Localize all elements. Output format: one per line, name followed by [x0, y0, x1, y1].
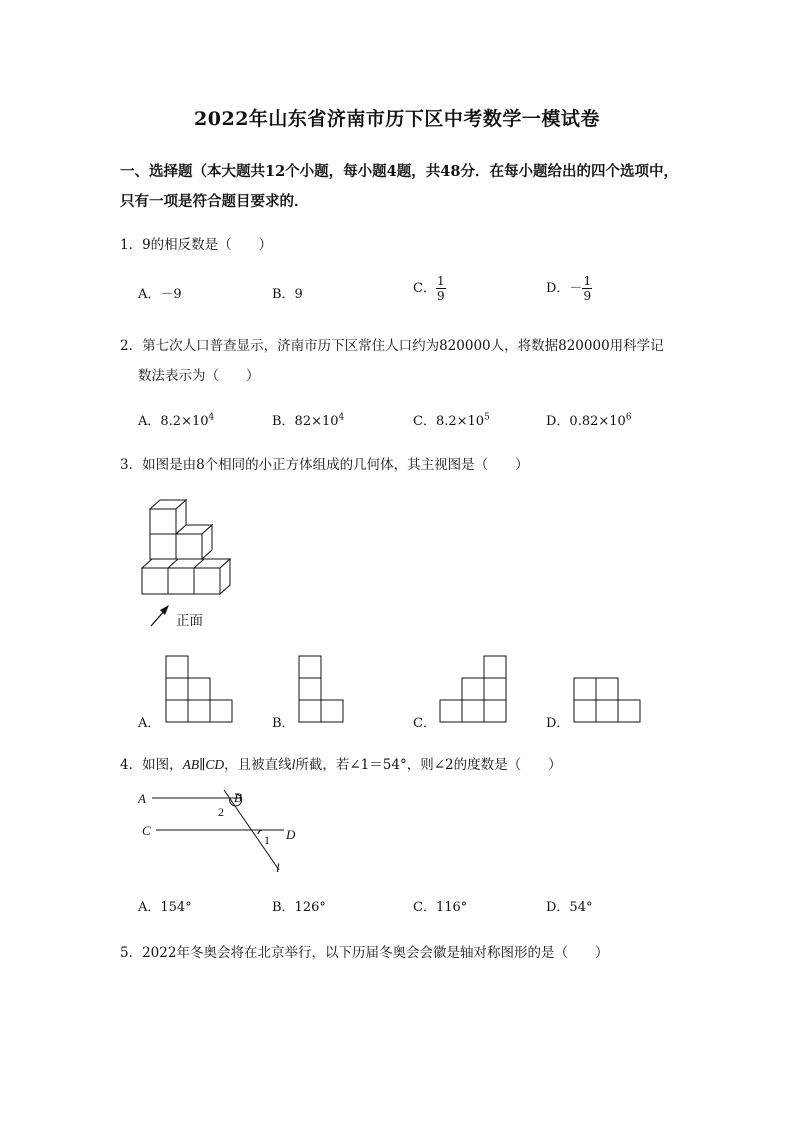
q1-option-d-label: D．－	[546, 281, 583, 296]
question-3-text: 3．如图是由8个相同的小正方体组成的几何体，其主视图是（ ）	[120, 457, 529, 473]
q1-d-numerator: 1	[583, 274, 592, 288]
section-header-line1: 一、选择题（本大题共12个小题，每小题4题，共48分．在每小题给出的四个选项中，	[120, 163, 678, 180]
q3-option-a-label: A．	[138, 716, 161, 731]
q2-option-a	[138, 410, 214, 429]
q4-option-a: A．154°	[138, 900, 192, 915]
q1-option-c-label: C．	[413, 281, 436, 296]
q3-option-a-figure	[162, 654, 236, 724]
q2-a-exp: 4	[208, 412, 215, 423]
q4-option-c: C．116°	[413, 900, 468, 915]
fig-label-c: C	[142, 823, 151, 838]
q2-d-base: D．0.82×10	[546, 414, 626, 429]
section-header-line2: 只有一项是符合题目要求的．	[120, 193, 309, 210]
q3-option-b-label: B．	[272, 716, 295, 731]
fig-label-l: l	[276, 860, 280, 875]
q4-suffix: 所截，若∠1＝54°，则∠2的度数是（ ）	[295, 757, 562, 773]
q1-option-c	[413, 274, 446, 303]
q2-b-base: B．82×10	[272, 414, 339, 429]
q1-option-b: B．9	[272, 287, 303, 302]
q4-parallel: ∥	[199, 757, 206, 773]
fig-label-b: B	[234, 790, 242, 805]
question-5-text: 5．2022年冬奥会将在北京举行，以下历届冬奥会会徽是轴对称图形的是（ ）	[120, 945, 609, 961]
q2-option-b	[272, 410, 344, 429]
cube-solid-figure	[138, 498, 248, 598]
q1-option-d	[546, 274, 592, 303]
parallel-lines-figure	[134, 786, 314, 878]
q3-option-d-figure	[570, 676, 644, 724]
fig-angle-2: 2	[218, 805, 224, 819]
q4-cd: CD	[205, 757, 225, 772]
arrow-icon	[146, 600, 176, 630]
fig-angle-1: 1	[264, 833, 270, 847]
q1-option-c-fraction	[436, 274, 446, 303]
q3-option-d-label: D．	[546, 716, 570, 731]
q4-option-d: D．54°	[546, 900, 593, 915]
fig-label-d: D	[286, 827, 296, 842]
q1-c-denominator: 9	[436, 289, 445, 303]
q4-l: l	[291, 757, 296, 772]
question-2-text-line1: 2．第七次人口普查显示，济南市历下区常住人口约为820000人，将数据820000用科学记	[120, 338, 664, 354]
front-view-label: 正面	[176, 613, 203, 629]
q2-c-exp: 5	[484, 412, 490, 423]
question-2-text-line2: 数法表示为（ ）	[138, 368, 260, 384]
q4-ab: AB	[182, 757, 200, 772]
q4-option-b: B．126°	[272, 900, 326, 915]
page-title: 2022年山东省济南市历下区中考数学一模试卷	[194, 108, 600, 130]
q4-mid: ，且被直线	[224, 757, 292, 773]
q2-a-base: A．8.2×10	[138, 414, 209, 429]
question-1-text: 1．9的相反数是（ ）	[120, 237, 273, 253]
q3-option-c-label: C．	[413, 716, 436, 731]
q2-option-d	[546, 410, 632, 429]
question-4-text	[120, 753, 562, 773]
q2-d-exp: 6	[625, 412, 632, 423]
q3-option-c-figure	[436, 654, 510, 724]
q2-c-base: C．8.2×10	[413, 414, 485, 429]
q1-c-numerator: 1	[436, 274, 445, 288]
q4-prefix: 4．如图，	[120, 757, 183, 773]
fig-label-a: A	[138, 791, 146, 806]
q3-option-b-figure	[295, 654, 347, 724]
q1-option-a: A．－9	[138, 287, 182, 302]
q1-option-d-fraction	[582, 274, 592, 303]
q2-b-exp: 4	[338, 412, 345, 423]
q2-option-c	[413, 410, 490, 429]
q1-d-denominator: 9	[583, 289, 592, 303]
